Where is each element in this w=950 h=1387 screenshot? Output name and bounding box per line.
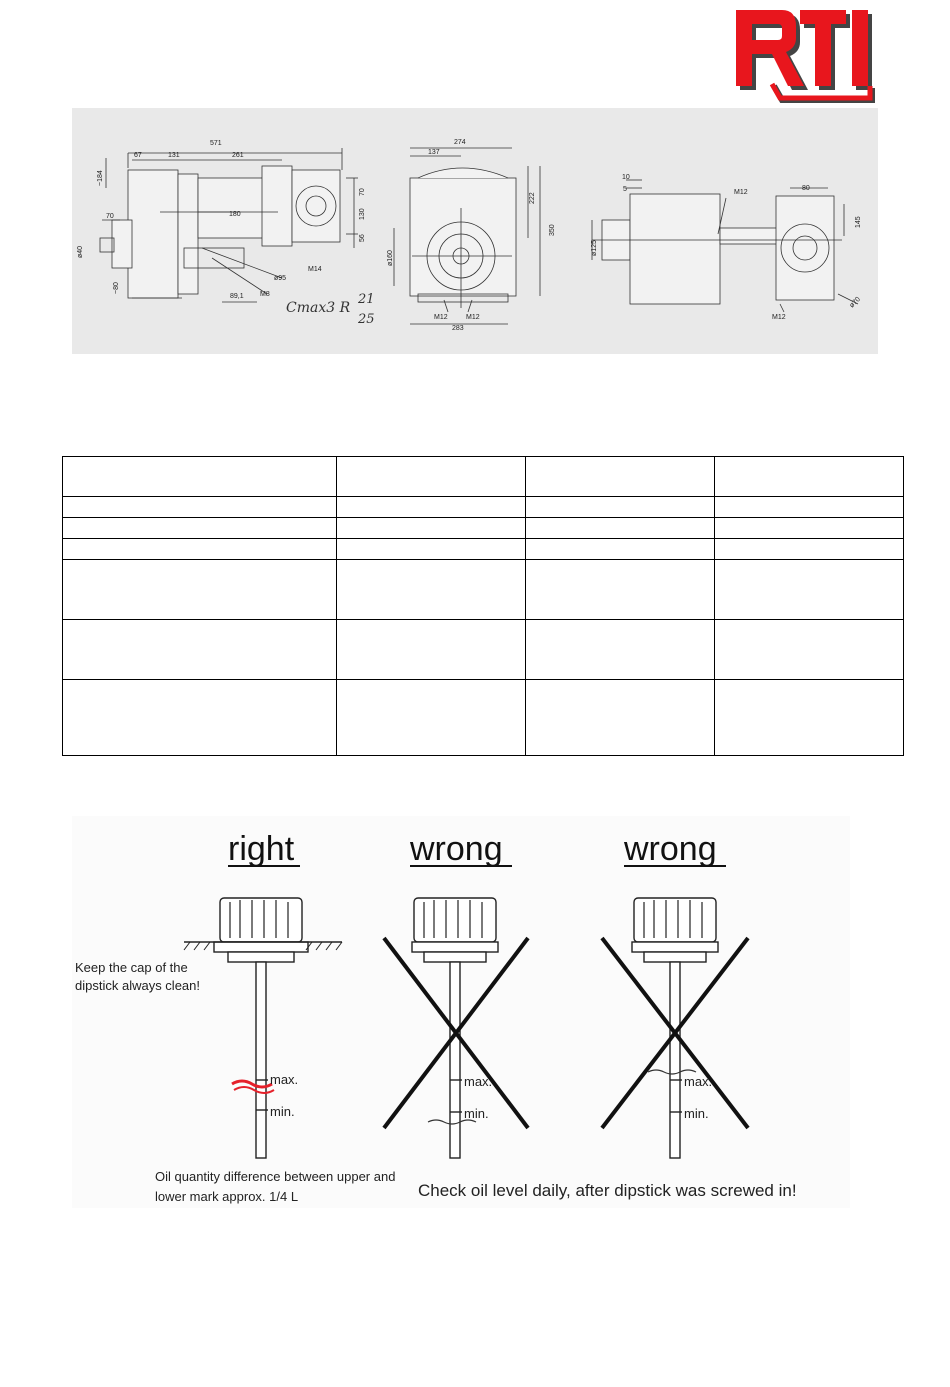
svg-text:10: 10	[622, 174, 630, 181]
technical-drawing	[72, 108, 878, 354]
table-cell	[526, 539, 715, 560]
table-cell	[526, 680, 715, 756]
table-cell	[337, 560, 526, 620]
table-row	[63, 680, 904, 756]
svg-text:~80: ~80	[113, 282, 120, 294]
svg-text:5: 5	[623, 186, 627, 193]
table-cell	[63, 680, 337, 756]
svg-text:ø70: ø70	[848, 295, 862, 310]
heading-right: right	[228, 830, 295, 868]
svg-text:ø95: ø95	[274, 275, 287, 282]
table-row	[63, 518, 904, 539]
svg-text:M12: M12	[734, 189, 748, 196]
svg-text:M12: M12	[466, 314, 480, 321]
svg-text:350: 350	[549, 224, 556, 236]
svg-text:222: 222	[529, 192, 536, 204]
table-cell	[337, 620, 526, 680]
table-cell	[63, 560, 337, 620]
svg-text:M14: M14	[308, 266, 322, 273]
table-cell	[715, 680, 904, 756]
table-cell	[715, 497, 904, 518]
table-row	[63, 539, 904, 560]
table-cell	[337, 680, 526, 756]
svg-text:M12: M12	[434, 314, 448, 321]
table-cell	[715, 457, 904, 497]
svg-text:80: 80	[802, 185, 810, 192]
svg-text:283: 283	[452, 325, 464, 332]
svg-text:M8: M8	[260, 291, 270, 298]
table-row	[63, 497, 904, 518]
table-cell	[526, 518, 715, 539]
svg-text:130: 130	[359, 208, 366, 220]
svg-text:137: 137	[428, 149, 440, 156]
front-view	[387, 139, 556, 332]
table-cell	[526, 560, 715, 620]
dipstick-correct	[184, 898, 342, 1158]
table-cell	[63, 620, 337, 680]
svg-text:max.: max.	[464, 1074, 493, 1089]
dipstick-illustration	[72, 816, 850, 1208]
svg-text:Keep the cap of the: Keep the cap of the	[75, 960, 188, 975]
svg-text:Check oil level daily, after d: Check oil level daily, after dipstick was screwed in!	[418, 1181, 797, 1200]
svg-text:ø125: ø125	[591, 240, 598, 256]
table-cell	[526, 457, 715, 497]
svg-text:70: 70	[106, 213, 114, 220]
table-cell	[526, 620, 715, 680]
svg-text:131: 131	[168, 152, 180, 159]
side-view	[77, 140, 375, 327]
svg-text:ø160: ø160	[387, 250, 394, 266]
table-cell	[715, 620, 904, 680]
table-cell	[337, 497, 526, 518]
svg-text:M12: M12	[772, 314, 786, 321]
rti-logo	[734, 8, 878, 106]
table-row	[63, 457, 904, 497]
svg-text:70: 70	[359, 188, 366, 196]
svg-text:89,1: 89,1	[230, 293, 244, 300]
spec-table	[62, 456, 904, 756]
table-cell	[526, 497, 715, 518]
table-cell	[63, 497, 337, 518]
table-row	[63, 620, 904, 680]
svg-text:Cmax3 R: Cmax3 R	[286, 300, 351, 316]
svg-text:274: 274	[454, 139, 466, 146]
svg-text:min.: min.	[464, 1106, 489, 1121]
table-cell	[63, 539, 337, 560]
svg-text:67: 67	[134, 152, 142, 159]
svg-text:min.: min.	[684, 1106, 709, 1121]
svg-text:261: 261	[232, 152, 244, 159]
svg-text:dipstick always clean!: dipstick always clean!	[75, 978, 200, 993]
heading-wrong-1: wrong	[410, 830, 503, 868]
svg-text:56: 56	[359, 234, 366, 242]
table-cell	[715, 539, 904, 560]
svg-text:145: 145	[855, 216, 862, 228]
svg-text:lower mark approx. 1/4 L: lower mark approx. 1/4 L	[155, 1189, 299, 1204]
table-cell	[337, 539, 526, 560]
table-cell	[715, 560, 904, 620]
right-view	[591, 174, 862, 321]
svg-text:180: 180	[229, 211, 241, 218]
svg-text:ø40: ø40	[77, 245, 84, 258]
table-cell	[337, 457, 526, 497]
table-cell	[63, 518, 337, 539]
svg-text:25: 25	[358, 312, 375, 327]
svg-text:21: 21	[358, 292, 375, 307]
svg-text:max.: max.	[684, 1074, 713, 1089]
table-cell	[337, 518, 526, 539]
table-cell	[63, 457, 337, 497]
svg-text:min.: min.	[270, 1104, 295, 1119]
svg-text:max.: max.	[270, 1072, 299, 1087]
svg-text:~184: ~184	[97, 170, 104, 186]
svg-text:571: 571	[210, 140, 222, 147]
table-row	[63, 560, 904, 620]
heading-wrong-2: wrong	[624, 830, 717, 868]
svg-text:Oil quantity difference betwee: Oil quantity difference between upper and	[155, 1169, 396, 1184]
table-cell	[715, 518, 904, 539]
